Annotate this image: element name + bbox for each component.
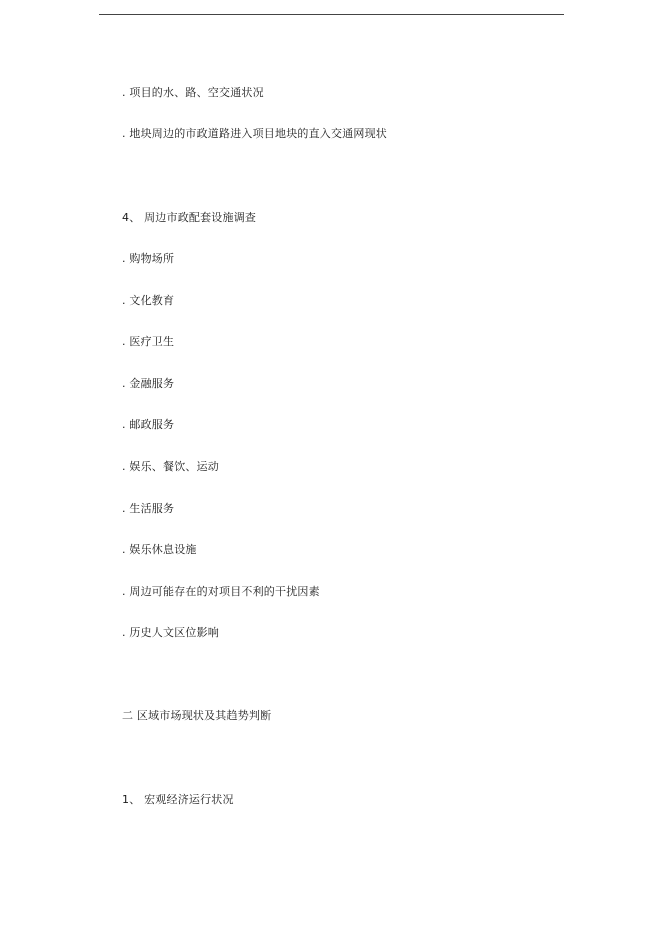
text-line-leisure: . 娱乐休息设施 [122, 543, 197, 556]
text-line-medical: . 医疗卫生 [122, 335, 175, 348]
text-line-postal: . 邮政服务 [122, 418, 175, 431]
text-line-adverse-factors: . 周边可能存在的对项目不利的干扰因素 [122, 585, 320, 598]
text-line-transport-status: . 项目的水、路、空交通状况 [122, 86, 264, 99]
text-line-entertainment: . 娱乐、餐饮、运动 [122, 460, 219, 473]
text-line-road-access: . 地块周边的市政道路进入项目地块的直入交通网现状 [122, 127, 387, 140]
page-header-rule [99, 14, 564, 15]
text-line-living-services: . 生活服务 [122, 502, 175, 515]
section-heading-market: 二 区域市场现状及其趋势判断 [122, 709, 272, 722]
section-heading-facilities: 4、 周边市政配套设施调查 [122, 211, 257, 224]
section-heading-macro-economy: 1、 宏观经济运行状况 [122, 793, 234, 806]
text-line-cultural-influence: . 历史人文区位影响 [122, 626, 219, 639]
text-line-financial: . 金融服务 [122, 377, 175, 390]
text-line-shopping: . 购物场所 [122, 252, 175, 265]
text-line-education: . 文化教育 [122, 294, 175, 307]
